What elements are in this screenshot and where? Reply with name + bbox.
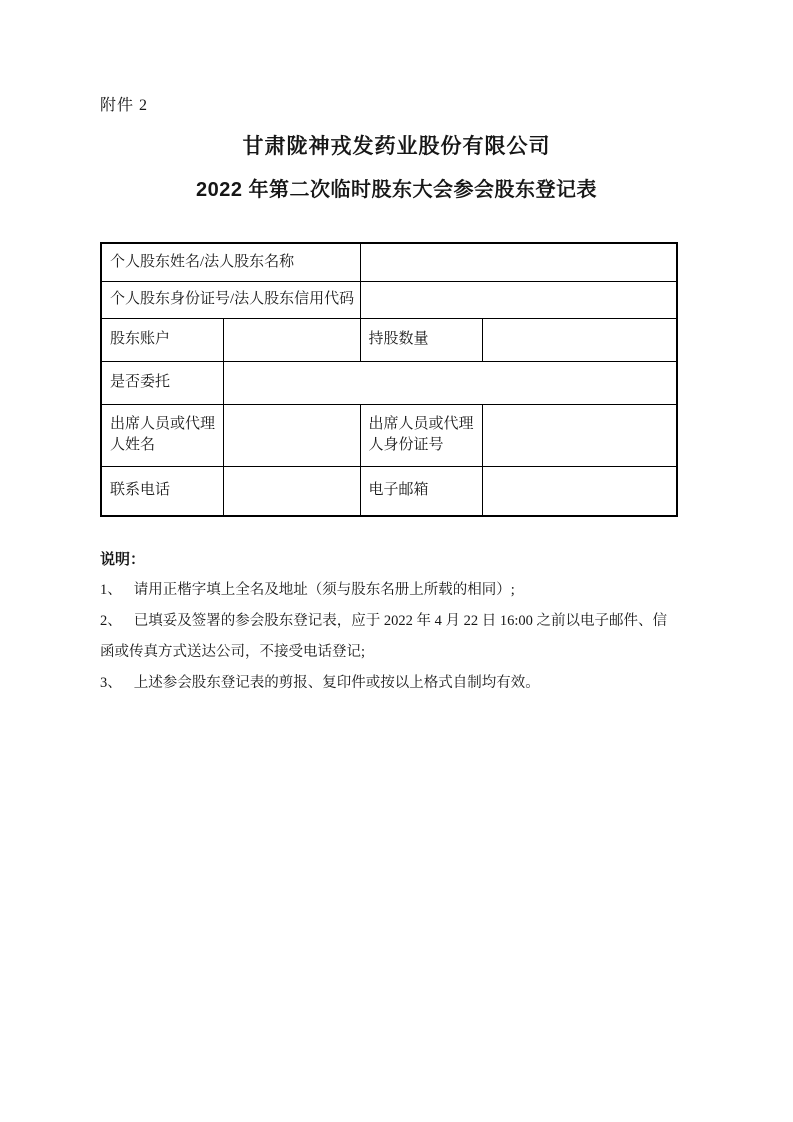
- table-row: [101, 466, 677, 516]
- note-item-2: [100, 606, 678, 668]
- phone-value-cell: [223, 466, 360, 516]
- attendee-id-value-cell: [482, 404, 677, 466]
- account-label: 股东账户: [101, 318, 223, 361]
- note-2-text: 已填妥及签署的参会股东登记表，应于 2022 年 4 月 22 日 16:00 之前以电子邮件、信函或传真方式送达公司，不接受电话登记;: [100, 613, 668, 660]
- attendee-name-value-cell: [223, 404, 360, 466]
- notes-heading: 说明：: [100, 551, 146, 568]
- note-1-text: 请用正楷字填上全名及地址（须与股东名册上所载的相同）;: [133, 582, 515, 598]
- note-item-1: [100, 575, 678, 606]
- table-row: [101, 243, 677, 281]
- shareholder-id-value-cell: [360, 281, 677, 318]
- note-3-text: 上述参会股东登记表的剪报、复印件或按以上格式自制均有效。: [133, 675, 540, 691]
- attendee-id-label: 出席人员或代理人身份证号: [360, 404, 482, 466]
- note-3-marker: 3、: [100, 675, 122, 691]
- notes-section: [100, 544, 678, 699]
- note-item-3: [100, 668, 678, 699]
- shares-held-label: 持股数量: [360, 318, 482, 361]
- company-title: 甘肃陇神戎发药业股份有限公司: [242, 135, 551, 158]
- attachment-label: 附件 2: [100, 97, 149, 114]
- table-row: [101, 318, 677, 361]
- phone-label: 联系电话: [101, 466, 223, 516]
- proxy-value-cell: [223, 361, 677, 404]
- proxy-label: 是否委托: [101, 361, 223, 404]
- shareholder-id-label: 个人股东身份证号/法人股东信用代码: [101, 281, 360, 318]
- email-label: 电子邮箱: [360, 466, 482, 516]
- account-value-cell: [223, 318, 360, 361]
- table-row: [101, 361, 677, 404]
- shareholder-registration-table: [100, 242, 678, 517]
- note-1-marker: 1、: [100, 582, 122, 598]
- form-title: 2022 年第二次临时股东大会参会股东登记表: [195, 179, 598, 201]
- shareholder-name-value-cell: [360, 243, 677, 281]
- note-2-marker: 2、: [100, 613, 122, 629]
- table-row: [101, 404, 677, 466]
- shares-held-value-cell: [482, 318, 677, 361]
- attendee-name-label: 出席人员或代理人姓名: [101, 404, 223, 466]
- shareholder-name-label: 个人股东姓名/法人股东名称: [101, 243, 360, 281]
- email-value-cell: [482, 466, 677, 516]
- table-row: [101, 281, 677, 318]
